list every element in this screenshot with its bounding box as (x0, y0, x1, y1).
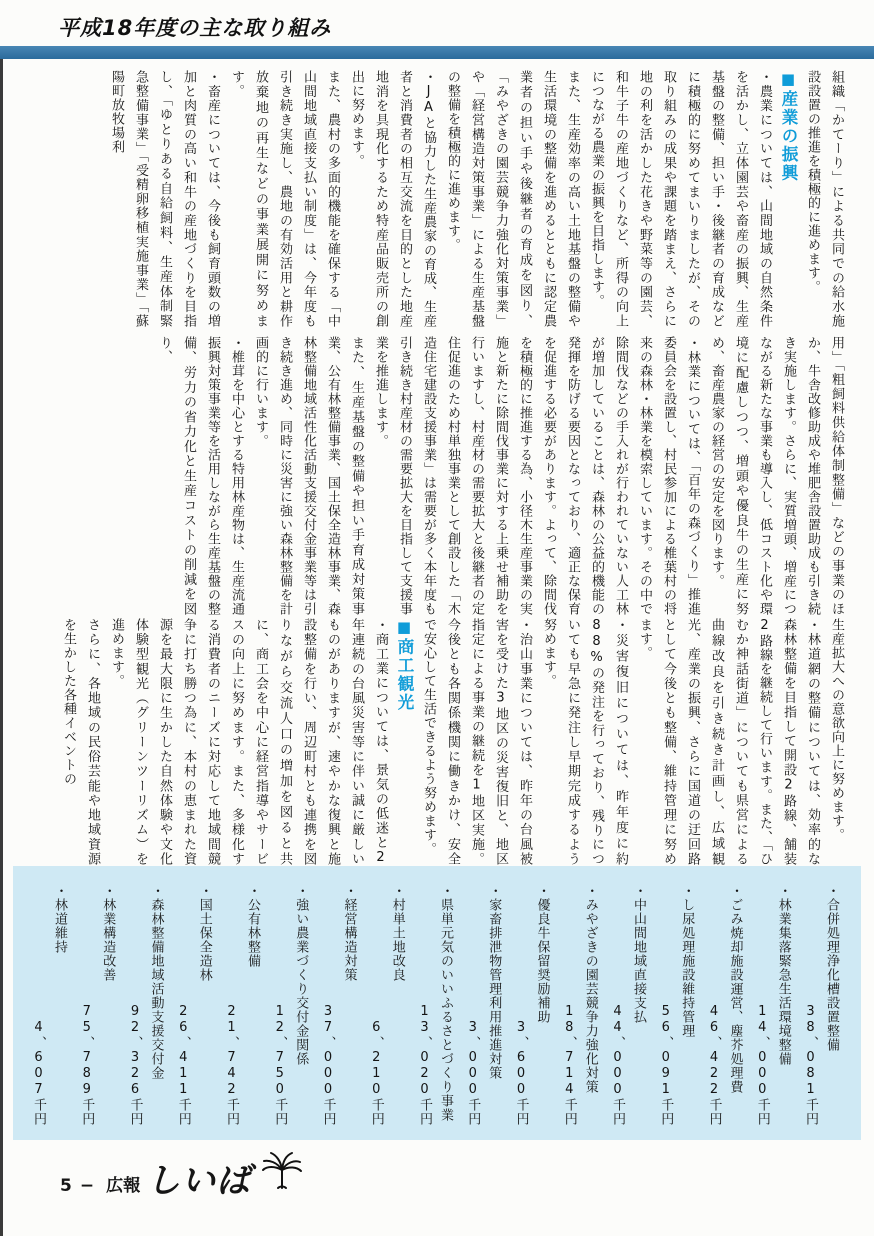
budget-item-name: ・林道維持 (52, 884, 67, 954)
tree-logo-icon (259, 1148, 305, 1196)
paragraph: ・椎茸を中心とする特用林産物は、生産流通振興対策事業等を活用しながら生産基盤の整備、労力の省力化と生産コストの削減を図り、 (157, 336, 244, 616)
budget-item-amount: 13、020千円 (417, 1004, 432, 1126)
paragraph: ・林道網の整備については、効率的な森林整備を目指して開設2路線、舗装2路線を継続して行います。また、「ひむか神話街道」についても県営による曲線改良を引き続き計画し、広域観光、産業の振興、さらに国道の迂回路として今後とも整備、維持管理に努めます。 (637, 618, 820, 866)
budget-item-amount: 4、607千円 (31, 1020, 46, 1126)
paragraph: ・災害復旧については、昨年度に約88%の発注を行っており、残りについても早急に発注し早期完成するよう努めます。 (541, 618, 628, 866)
header-accent-bar (0, 46, 874, 59)
budget-item-amount: 3、000千円 (465, 1020, 481, 1126)
budget-item-amount: 14、000千円 (754, 1004, 770, 1126)
budget-item (126, 884, 166, 1126)
budget-item-amount: 38、081千円 (803, 1004, 818, 1126)
footer-brand: しいば (146, 1161, 252, 1201)
budget-item-amount: 12、750千円 (272, 1004, 288, 1126)
budget-item (656, 884, 696, 1126)
budget-item (801, 884, 841, 1126)
text-band-bottom (28, 618, 848, 866)
budget-item-name: ・林業集落緊急生活環境整備 (775, 884, 791, 1066)
paragraph: さらに、各地域の民俗芸能や地域資源を生かした各種イベントの (61, 618, 100, 866)
budget-item (319, 884, 359, 1126)
budget-item (608, 884, 648, 1126)
budget-item-name: ・みやざきの園芸競争力強化対策 (582, 884, 598, 1094)
budget-item-amount: 46、422千円 (706, 1004, 722, 1126)
budget-item-amount: 26、411千円 (175, 1004, 191, 1126)
paragraph: ・畜産については、今後も飼育頭数の増加と肉質の高い和牛の産地づくりを目指し、「ゆとりある自給飼料、生産体制緊急整備事業」「受精卵移植実施事業」「蘇陽町放牧場利 (109, 70, 220, 328)
budget-item (270, 884, 310, 1126)
budget-item-amount: 18、714千円 (561, 1004, 577, 1126)
budget-item-name: ・ごみ焼却施設運営、塵芥処理費 (727, 884, 743, 1094)
section-marker-icon: ■ (779, 70, 797, 90)
budget-item (367, 884, 407, 1126)
budget-item-name: ・県単元気のいいふるさとづくり事業 (438, 884, 453, 1122)
budget-item-amount: 44、000千円 (610, 1004, 625, 1126)
budget-item-amount: 92、326千円 (127, 1004, 143, 1126)
paragraph: ・JAと協力した生産農家の育成、生産者と消費者の相互交流を目的とした地産地消を具現化するため特産品販売所の創出に努めます。 (349, 70, 436, 328)
budget-item-name: ・し尿処理施設維持管理 (679, 884, 695, 1038)
footer-label: 広報 (106, 1176, 141, 1196)
budget-item-amount: 21、742千円 (224, 1004, 239, 1126)
budget-item-name: ・林業構造改善 (100, 884, 116, 982)
budget-item-amount: 6、210千円 (368, 1020, 384, 1126)
budget-item (77, 884, 117, 1126)
budget-item (512, 884, 552, 1126)
budget-item (560, 884, 600, 1126)
budget-item (222, 884, 262, 1126)
budget-item (29, 884, 69, 1126)
paragraph: 用」「粗飼料供給体制整備」などの事業のほか、牛舎改修助成や堆肥舎設置助成も引き続き実施します。さらに、実質増頭、増産につながる新たな事業も導入し、低コスト化や環境に配慮しつつ、増頭や優良牛の生産に努め、畜産農家の経営の安定を図ります。 (709, 336, 844, 616)
budget-item-name: ・強い農業づくり交付金関係 (293, 884, 309, 1066)
page-title: 平成18年度の主な取り組み (58, 16, 332, 40)
budget-item-name: ・合併処理浄化槽設置整備 (824, 884, 839, 1052)
section-header: ■産業の振興 (779, 70, 798, 183)
paragraph: また、農村の多面的機能を確保する「中山間地域直接支払い制度」は、今年度も引き続き実施し、農地の有効活用と耕作放棄地の再生などの事業展開に努めます。 (229, 70, 340, 328)
budget-item-name: ・国土保全造林 (196, 884, 212, 982)
budget-item-amount: 3、600千円 (513, 1020, 529, 1126)
paragraph: ・治山事業については、昨年の台風被害を受けた3地区の災害復旧と、地区指定による事業の継続を1地区実施。今後とも各関係機関に働きかけ、安全で安心して生活できるよう努めます。 (421, 618, 532, 866)
budget-item-name: ・経営構造対策 (341, 884, 357, 982)
budget-item (753, 884, 793, 1126)
section-header: ■商工観光 (395, 618, 414, 712)
budget-item (415, 884, 455, 1126)
budget-item-name: ・優良牛保留奨励補助 (534, 884, 550, 1024)
page-footer (60, 1148, 305, 1201)
scan-edge-artifact (0, 52, 3, 1236)
paragraph: ・商工業については、景気の低迷と2年連続の台風災害等に伴い誠に厳しいものがありますが、速やかな復興と施設整備を行い、周辺町村とも連携を図りながら交流人口の増加を図ると共に、商工会を中心に経営指導やサービスの向上に努めます。また、多様化する消費者のニーズに対応して地域間競争に打ち勝つ為に、本村の恵まれた資源を最大限に生かした自然体験や文化体験型観光（グリーンツーリズム）を進めます。 (109, 618, 388, 866)
footer-separator: − (79, 1176, 97, 1196)
paragraph: また、生産基盤の整備や担い手育成対策事業、公有林整備事業、国土保全造林事業、森林整備地域活性化活動支援交付金事業等は引き続き進め、同時に災害に強い森林整備を計画的に行います。 (253, 336, 364, 616)
page-number: 5 (60, 1176, 74, 1196)
budget-item-name: ・中山間地域直接支払 (631, 884, 646, 1024)
budget-item-name: ・村単土地改良 (389, 884, 405, 982)
budget-item (174, 884, 214, 1126)
section-marker-icon: ■ (395, 618, 413, 638)
budget-item-amount: 37、000千円 (320, 1004, 336, 1126)
text-band-middle (28, 336, 848, 616)
paragraph: 組織「かてーり」による共同での給水施設設置の推進を積極的に進めます。 (805, 70, 844, 328)
paragraph: 生産拡大への意欲向上に努めます。 (829, 618, 844, 842)
budget-item-name: ・森林整備地域活動支援交付金 (148, 884, 164, 1080)
budget-box (13, 866, 861, 1140)
paragraph: ・農業については、山間地域の自然条件を活かし、立体園芸や畜産の振興、生産基盤の整備、担い手・後継者の育成などに積極的に努めてまいりましたが、その取り組みの成果や課題を踏まえ、さらに地の利を活かした花きや野菜等の園芸、和牛子牛の産地づくりなど、所得の向上につながる農業の振興を目指します。 (589, 70, 772, 328)
text-band-top (28, 70, 848, 328)
budget-item-amount: 75、789千円 (79, 1004, 95, 1126)
budget-item-name: ・公有林整備 (245, 884, 260, 968)
budget-item-name: ・家畜排泄物管理利用推進対策 (486, 884, 502, 1080)
budget-item (705, 884, 745, 1126)
paragraph: また、生産効率の高い土地基盤の整備や生活環境の整備を進めるとともに認定農業者の担い手や後継者の育成を図り、「みやざきの園芸競争力強化対策事業」や「経営構造対策事業」による生産基盤の整備を積極的に進めます。 (445, 70, 580, 328)
budget-item (463, 884, 503, 1126)
budget-item-amount: 56、091千円 (658, 1004, 674, 1126)
paragraph: ・林業については、「百年の森づくり」推進委員会を設置し、村民参加による椎葉村の将来の森林・林業を模索しています。その中で除間伐などの手入れが行われていない人工林が増加していることは、森林の公益的機能の発揮を防げる要因となっており、適正な保育を促進する必要があります。よって、除間伐を積極的に推進する為、小径木生産事業の実施と新たに除間伐事業に対する上乗せ補助を行いますし、村産材の需要拡大と後継者の定住促進のため村単独事業として創設した「木造住宅建設支援事業」は需要が多く本年度も引き続き村産材の需要拡大を目指して支援事業を推進します。 (373, 336, 700, 616)
